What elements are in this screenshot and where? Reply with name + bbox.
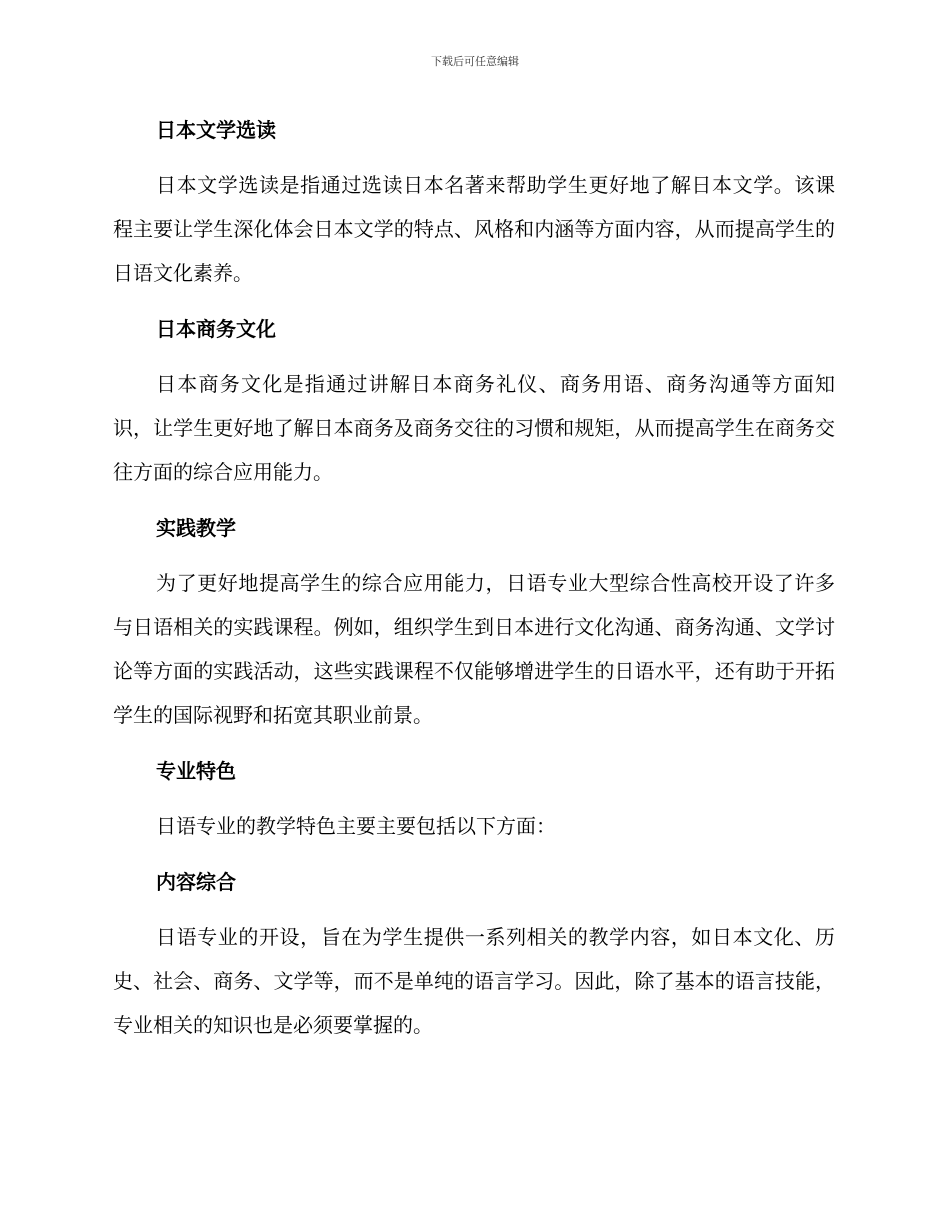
section-paragraph: 日本文学选读是指通过选读日本名著来帮助学生更好地了解日本文学。该课程主要让学生深化体会日本文学的特点、风格和内涵等方面内容，从而提高学生的日语文化素养。 xyxy=(113,173,835,285)
section-paragraph: 日语专业的开设，旨在为学生提供一系列相关的教学内容，如日本文化、历史、社会、商务、文学等，而不是单纯的语言学习。因此，除了基本的语言技能，专业相关的知识也是必须要掌握的。 xyxy=(113,925,835,1037)
section-heading: 日本文学选读 xyxy=(156,118,276,142)
section-practical-teaching xyxy=(113,508,835,737)
section-major-features xyxy=(113,751,835,848)
section-japanese-literature xyxy=(113,110,835,295)
section-heading: 日本商务文化 xyxy=(156,317,276,341)
section-heading: 实践教学 xyxy=(156,516,236,540)
section-heading: 内容综合 xyxy=(156,870,236,894)
section-integrated-content xyxy=(113,862,835,1047)
document-body xyxy=(113,110,835,1047)
section-paragraph: 为了更好地提高学生的综合应用能力，日语专业大型综合性高校开设了许多与日语相关的实践课程。例如，组织学生到日本进行文化沟通、商务沟通、文学讨论等方面的实践活动，这些实践课程不仅能够增进学生的日语水平，还有助于开拓学生的国际视野和拓宽其职业前景。 xyxy=(113,571,835,727)
page-header: 下载后可任意编辑 xyxy=(431,55,519,68)
section-japanese-business-culture xyxy=(113,309,835,494)
section-paragraph: 日本商务文化是指通过讲解日本商务礼仪、商务用语、商务沟通等方面知识，让学生更好地了解日本商务及商务交往的习惯和规矩，从而提高学生在商务交往方面的综合应用能力。 xyxy=(113,372,835,484)
section-heading: 专业特色 xyxy=(156,759,236,783)
section-paragraph: 日语专业的教学特色主要主要包括以下方面： xyxy=(156,814,556,838)
